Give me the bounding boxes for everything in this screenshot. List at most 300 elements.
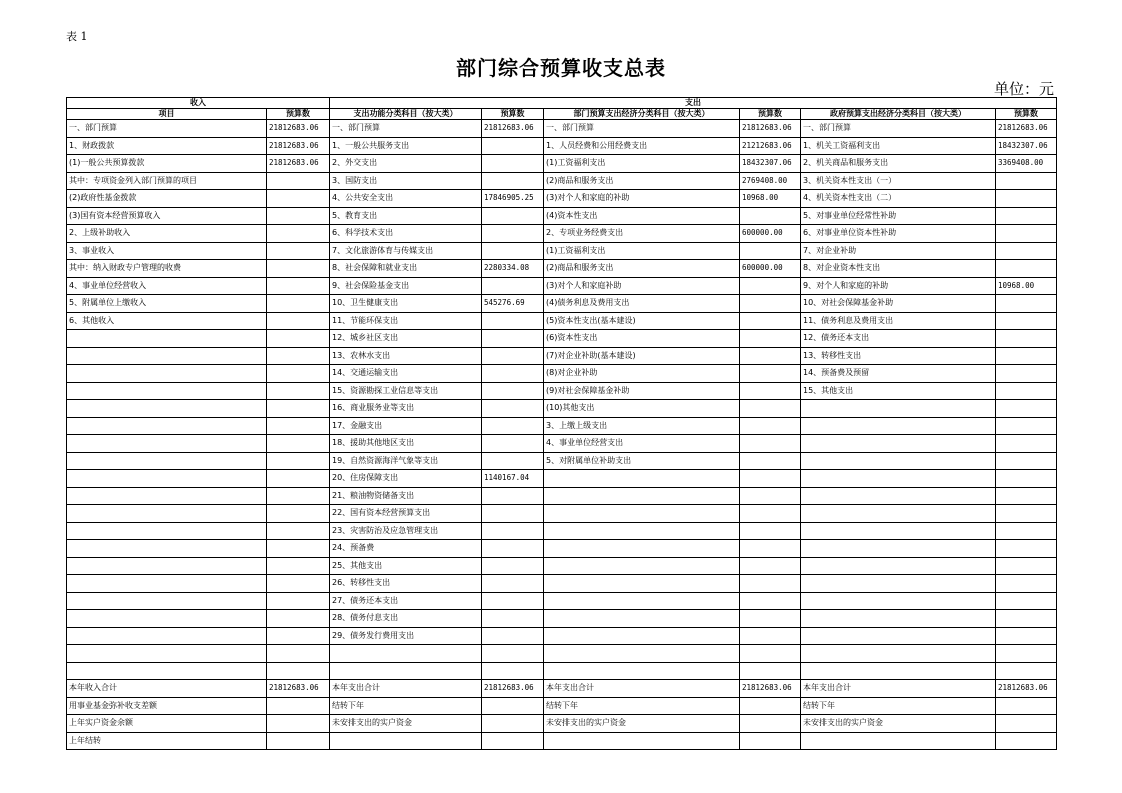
item-name-cell: 22、国有资本经营预算支出 — [330, 505, 482, 523]
column-header: 支出功能分类科目（按大类） — [330, 109, 482, 120]
budget-amount-cell — [740, 540, 801, 558]
budget-summary-table — [66, 97, 1057, 750]
budget-amount-cell — [996, 190, 1057, 208]
column-header: 政府预算支出经济分类科目（按大类） — [801, 109, 996, 120]
budget-amount-cell — [996, 522, 1057, 540]
budget-amount-cell — [996, 487, 1057, 505]
item-name-cell: (3)国有资本经营预算收入 — [67, 207, 267, 225]
table-row — [67, 522, 1057, 540]
budget-amount-cell: 21812683.06 — [740, 680, 801, 698]
budget-amount-cell: 2769408.00 — [740, 172, 801, 190]
budget-amount-cell — [482, 645, 544, 663]
item-name-cell — [544, 575, 740, 593]
item-name-cell: 5、对事业单位经常性补助 — [801, 207, 996, 225]
budget-amount-cell: 600000.00 — [740, 225, 801, 243]
budget-amount-cell: 545276.69 — [482, 295, 544, 313]
table-row — [67, 172, 1057, 190]
table-row — [67, 120, 1057, 138]
item-name-cell: 其中：专项资金列入部门预算的项目 — [67, 172, 267, 190]
budget-amount-cell — [267, 347, 330, 365]
item-name-cell — [67, 365, 267, 383]
budget-amount-cell — [996, 225, 1057, 243]
item-name-cell: 本年支出合计 — [801, 680, 996, 698]
item-name-cell: (2)商品和服务支出 — [544, 172, 740, 190]
table-row — [67, 242, 1057, 260]
item-name-cell — [544, 610, 740, 628]
item-name-cell — [67, 347, 267, 365]
item-name-cell — [67, 417, 267, 435]
table-row — [67, 540, 1057, 558]
item-name-cell — [67, 557, 267, 575]
budget-amount-cell — [482, 505, 544, 523]
budget-amount-cell — [267, 172, 330, 190]
income-section-header: 收入 — [67, 98, 330, 109]
item-name-cell: 26、转移性支出 — [330, 575, 482, 593]
item-name-cell: 13、农林水支出 — [330, 347, 482, 365]
budget-amount-cell — [267, 330, 330, 348]
budget-amount-cell — [740, 575, 801, 593]
item-name-cell — [330, 662, 482, 680]
item-name-cell: 14、预备费及预留 — [801, 365, 996, 383]
budget-amount-cell — [740, 715, 801, 733]
item-name-cell — [801, 540, 996, 558]
item-name-cell — [544, 470, 740, 488]
budget-amount-cell — [996, 662, 1057, 680]
budget-amount-cell — [996, 347, 1057, 365]
budget-amount-cell: 21812683.06 — [482, 680, 544, 698]
budget-amount-cell — [996, 627, 1057, 645]
item-name-cell: 19、自然资源海洋气象等支出 — [330, 452, 482, 470]
item-name-cell — [544, 732, 740, 750]
budget-amount-cell — [482, 592, 544, 610]
item-name-cell: 本年收入合计 — [67, 680, 267, 698]
budget-amount-cell — [267, 487, 330, 505]
column-header: 预算数 — [267, 109, 330, 120]
item-name-cell: 11、债务利息及费用支出 — [801, 312, 996, 330]
item-name-cell: 5、对附属单位补助支出 — [544, 452, 740, 470]
table-row — [67, 645, 1057, 663]
item-name-cell: 一、部门预算 — [67, 120, 267, 138]
budget-amount-cell — [267, 190, 330, 208]
item-name-cell: 结转下年 — [801, 697, 996, 715]
budget-amount-cell: 21812683.06 — [482, 120, 544, 138]
table-row — [67, 697, 1057, 715]
budget-amount-cell — [267, 697, 330, 715]
budget-amount-cell — [267, 505, 330, 523]
item-name-cell — [67, 452, 267, 470]
table-row — [67, 592, 1057, 610]
item-name-cell: 1、财政拨款 — [67, 137, 267, 155]
budget-amount-cell — [740, 557, 801, 575]
budget-amount-cell — [482, 662, 544, 680]
item-name-cell: 一、部门预算 — [544, 120, 740, 138]
budget-amount-cell — [482, 435, 544, 453]
item-name-cell: (5)资本性支出(基本建设) — [544, 312, 740, 330]
item-name-cell — [67, 382, 267, 400]
budget-amount-cell — [996, 505, 1057, 523]
column-header-row — [67, 109, 1057, 120]
item-name-cell: 7、对企业补助 — [801, 242, 996, 260]
item-name-cell: (8)对企业补助 — [544, 365, 740, 383]
budget-amount-cell: 2280334.08 — [482, 260, 544, 278]
budget-amount-cell — [740, 610, 801, 628]
budget-amount-cell — [996, 540, 1057, 558]
budget-amount-cell: 21812683.06 — [996, 120, 1057, 138]
item-name-cell — [544, 645, 740, 663]
budget-amount-cell: 17846905.25 — [482, 190, 544, 208]
item-name-cell — [544, 505, 740, 523]
budget-amount-cell — [482, 697, 544, 715]
item-name-cell — [801, 610, 996, 628]
item-name-cell — [801, 627, 996, 645]
table-row — [67, 295, 1057, 313]
budget-amount-cell — [482, 522, 544, 540]
table-row — [67, 260, 1057, 278]
item-name-cell: (10)其他支出 — [544, 400, 740, 418]
section-header-row — [67, 98, 1057, 109]
budget-amount-cell — [267, 452, 330, 470]
item-name-cell: (9)对社会保障基金补助 — [544, 382, 740, 400]
budget-amount-cell: 21812683.06 — [267, 120, 330, 138]
item-name-cell: 25、其他支出 — [330, 557, 482, 575]
budget-amount-cell — [740, 330, 801, 348]
budget-amount-cell: 21812683.06 — [740, 120, 801, 138]
column-header: 部门预算支出经济分类科目（按大类） — [544, 109, 740, 120]
item-name-cell: 一、部门预算 — [330, 120, 482, 138]
column-header: 预算数 — [740, 109, 801, 120]
table-row — [67, 452, 1057, 470]
budget-amount-cell — [482, 540, 544, 558]
item-name-cell: 1、一般公共服务支出 — [330, 137, 482, 155]
item-name-cell — [801, 575, 996, 593]
item-name-cell — [801, 645, 996, 663]
item-name-cell: 8、社会保障和就业支出 — [330, 260, 482, 278]
item-name-cell — [801, 505, 996, 523]
item-name-cell: 27、债务还本支出 — [330, 592, 482, 610]
budget-amount-cell — [740, 697, 801, 715]
budget-amount-cell: 21812683.06 — [267, 155, 330, 173]
item-name-cell — [544, 540, 740, 558]
budget-amount-cell — [996, 295, 1057, 313]
item-name-cell — [67, 575, 267, 593]
budget-amount-cell — [996, 645, 1057, 663]
item-name-cell — [801, 470, 996, 488]
table-row — [67, 487, 1057, 505]
budget-amount-cell — [482, 277, 544, 295]
item-name-cell: 3、上缴上级支出 — [544, 417, 740, 435]
budget-amount-cell — [267, 715, 330, 733]
table-row — [67, 312, 1057, 330]
budget-amount-cell: 21812683.06 — [267, 680, 330, 698]
budget-amount-cell — [740, 662, 801, 680]
item-name-cell: 11、节能环保支出 — [330, 312, 482, 330]
budget-amount-cell — [996, 610, 1057, 628]
item-name-cell — [67, 487, 267, 505]
budget-amount-cell — [996, 312, 1057, 330]
item-name-cell: 4、机关资本性支出（二） — [801, 190, 996, 208]
item-name-cell: (1)工资福利支出 — [544, 155, 740, 173]
budget-amount-cell — [740, 382, 801, 400]
item-name-cell: (1)一般公共预算拨款 — [67, 155, 267, 173]
column-header: 预算数 — [996, 109, 1057, 120]
table-row — [67, 225, 1057, 243]
item-name-cell: 5、附属单位上缴收入 — [67, 295, 267, 313]
budget-amount-cell — [267, 557, 330, 575]
budget-amount-cell — [482, 312, 544, 330]
budget-amount-cell: 18432307.06 — [740, 155, 801, 173]
item-name-cell: 结转下年 — [330, 697, 482, 715]
table-row — [67, 505, 1057, 523]
budget-amount-cell — [267, 610, 330, 628]
item-name-cell — [67, 470, 267, 488]
item-name-cell: 本年支出合计 — [330, 680, 482, 698]
table-row — [67, 155, 1057, 173]
item-name-cell — [801, 400, 996, 418]
budget-amount-cell — [267, 592, 330, 610]
item-name-cell: 8、对企业资本性支出 — [801, 260, 996, 278]
item-name-cell: 20、住房保障支出 — [330, 470, 482, 488]
table-row — [67, 382, 1057, 400]
table-row — [67, 557, 1057, 575]
budget-amount-cell — [740, 417, 801, 435]
budget-amount-cell — [482, 207, 544, 225]
budget-amount-cell — [740, 505, 801, 523]
budget-amount-cell — [267, 225, 330, 243]
item-name-cell: 一、部门预算 — [801, 120, 996, 138]
budget-amount-cell — [482, 452, 544, 470]
table-row — [67, 347, 1057, 365]
budget-amount-cell — [267, 540, 330, 558]
budget-amount-cell — [267, 365, 330, 383]
budget-amount-cell — [996, 435, 1057, 453]
item-name-cell — [330, 645, 482, 663]
item-name-cell — [67, 540, 267, 558]
item-name-cell — [544, 627, 740, 645]
item-name-cell — [544, 487, 740, 505]
item-name-cell: 9、对个人和家庭的补助 — [801, 277, 996, 295]
table-row — [67, 190, 1057, 208]
table-row — [67, 575, 1057, 593]
budget-amount-cell — [740, 295, 801, 313]
item-name-cell: 1、机关工资福利支出 — [801, 137, 996, 155]
table-row — [67, 330, 1057, 348]
budget-amount-cell — [267, 732, 330, 750]
budget-amount-cell — [482, 487, 544, 505]
budget-amount-cell — [996, 470, 1057, 488]
item-name-cell — [67, 400, 267, 418]
budget-amount-cell — [996, 557, 1057, 575]
budget-amount-cell — [482, 155, 544, 173]
table-number-label: 表 1 — [66, 30, 88, 43]
table-row — [67, 610, 1057, 628]
item-name-cell — [801, 435, 996, 453]
budget-amount-cell — [996, 452, 1057, 470]
budget-amount-cell — [740, 312, 801, 330]
item-name-cell: 15、资源勘探工业信息等支出 — [330, 382, 482, 400]
budget-amount-cell — [482, 365, 544, 383]
budget-amount-cell — [482, 732, 544, 750]
budget-amount-cell — [482, 400, 544, 418]
budget-amount-cell — [267, 575, 330, 593]
item-name-cell: 7、文化旅游体育与传媒支出 — [330, 242, 482, 260]
item-name-cell: 上年结转 — [67, 732, 267, 750]
item-name-cell: 未安排支出的实户资金 — [330, 715, 482, 733]
page-title: 部门综合预算收支总表 — [456, 56, 666, 80]
item-name-cell: 2、机关商品和服务支出 — [801, 155, 996, 173]
budget-amount-cell — [996, 330, 1057, 348]
budget-amount-cell — [267, 470, 330, 488]
item-name-cell: 未安排支出的实户资金 — [801, 715, 996, 733]
item-name-cell: 结转下年 — [544, 697, 740, 715]
item-name-cell: (4)债务利息及费用支出 — [544, 295, 740, 313]
budget-amount-cell: 600000.00 — [740, 260, 801, 278]
item-name-cell: 12、债务还本支出 — [801, 330, 996, 348]
budget-amount-cell — [996, 207, 1057, 225]
budget-amount-cell — [267, 382, 330, 400]
item-name-cell: 3、机关资本性支出（一） — [801, 172, 996, 190]
unit-label: 单位：元 — [993, 80, 1054, 98]
budget-amount-cell — [267, 522, 330, 540]
item-name-cell — [801, 522, 996, 540]
item-name-cell: 21、粮油物资储备支出 — [330, 487, 482, 505]
budget-amount-cell — [996, 382, 1057, 400]
table-row — [67, 400, 1057, 418]
budget-amount-cell — [740, 400, 801, 418]
budget-amount-cell — [740, 487, 801, 505]
item-name-cell: 6、其他收入 — [67, 312, 267, 330]
item-name-cell — [330, 732, 482, 750]
item-name-cell: 2、专项业务经费支出 — [544, 225, 740, 243]
item-name-cell: 1、人员经费和公用经费支出 — [544, 137, 740, 155]
item-name-cell: 其中：纳入财政专户管理的收费 — [67, 260, 267, 278]
budget-amount-cell — [482, 610, 544, 628]
budget-amount-cell — [267, 645, 330, 663]
budget-amount-cell — [996, 732, 1057, 750]
item-name-cell: 4、事业单位经营支出 — [544, 435, 740, 453]
item-name-cell: (1)工资福利支出 — [544, 242, 740, 260]
table-row — [67, 207, 1057, 225]
item-name-cell: 15、其他支出 — [801, 382, 996, 400]
item-name-cell: 本年支出合计 — [544, 680, 740, 698]
budget-amount-cell — [267, 207, 330, 225]
budget-amount-cell: 1140167.04 — [482, 470, 544, 488]
item-name-cell: 上年实户资金余额 — [67, 715, 267, 733]
item-name-cell — [801, 452, 996, 470]
budget-amount-cell — [740, 207, 801, 225]
item-name-cell: (7)对企业补助(基本建设) — [544, 347, 740, 365]
item-name-cell — [67, 522, 267, 540]
item-name-cell: 4、事业单位经营收入 — [67, 277, 267, 295]
column-header: 预算数 — [482, 109, 544, 120]
budget-amount-cell — [996, 697, 1057, 715]
item-name-cell: 5、教育支出 — [330, 207, 482, 225]
item-name-cell: 6、对事业单位资本性补助 — [801, 225, 996, 243]
item-name-cell: (3)对个人和家庭补助 — [544, 277, 740, 295]
budget-amount-cell — [267, 417, 330, 435]
budget-amount-cell — [482, 330, 544, 348]
budget-amount-cell — [267, 242, 330, 260]
budget-amount-cell: 21212683.06 — [740, 137, 801, 155]
item-name-cell: 13、转移性支出 — [801, 347, 996, 365]
table-row — [67, 137, 1057, 155]
table-row — [67, 277, 1057, 295]
table-row — [67, 470, 1057, 488]
item-name-cell — [544, 662, 740, 680]
budget-amount-cell — [740, 435, 801, 453]
item-name-cell: 4、公共安全支出 — [330, 190, 482, 208]
budget-amount-cell: 21812683.06 — [267, 137, 330, 155]
item-name-cell — [67, 662, 267, 680]
budget-amount-cell — [482, 242, 544, 260]
table-row — [67, 365, 1057, 383]
table-row — [67, 715, 1057, 733]
budget-amount-cell — [740, 242, 801, 260]
budget-amount-cell — [740, 365, 801, 383]
budget-amount-cell — [267, 277, 330, 295]
budget-amount-cell — [267, 435, 330, 453]
item-name-cell — [801, 592, 996, 610]
budget-amount-cell — [740, 347, 801, 365]
item-name-cell: 3、国防支出 — [330, 172, 482, 190]
item-name-cell — [801, 732, 996, 750]
budget-amount-cell — [267, 662, 330, 680]
table-row — [67, 732, 1057, 750]
expense-section-header: 支出 — [330, 98, 1057, 109]
table-row — [67, 435, 1057, 453]
item-name-cell: 23、灾害防治及应急管理支出 — [330, 522, 482, 540]
budget-amount-cell — [267, 312, 330, 330]
budget-amount-cell — [267, 295, 330, 313]
item-name-cell: 12、城乡社区支出 — [330, 330, 482, 348]
budget-amount-cell — [996, 365, 1057, 383]
budget-amount-cell — [996, 400, 1057, 418]
budget-amount-cell: 10968.00 — [996, 277, 1057, 295]
item-name-cell: 10、卫生健康支出 — [330, 295, 482, 313]
budget-amount-cell: 10968.00 — [740, 190, 801, 208]
budget-amount-cell — [482, 382, 544, 400]
budget-amount-cell — [482, 225, 544, 243]
item-name-cell: (6)资本性支出 — [544, 330, 740, 348]
budget-amount-cell — [482, 172, 544, 190]
budget-amount-cell — [740, 627, 801, 645]
item-name-cell — [544, 557, 740, 575]
item-name-cell — [544, 522, 740, 540]
item-name-cell — [801, 662, 996, 680]
budget-amount-cell — [996, 260, 1057, 278]
table-row — [67, 627, 1057, 645]
table-body — [67, 98, 1057, 750]
item-name-cell — [801, 557, 996, 575]
item-name-cell: 2、上级补助收入 — [67, 225, 267, 243]
budget-amount-cell — [482, 715, 544, 733]
budget-amount-cell — [740, 452, 801, 470]
item-name-cell — [801, 487, 996, 505]
budget-amount-cell — [267, 260, 330, 278]
budget-amount-cell — [740, 645, 801, 663]
item-name-cell — [801, 417, 996, 435]
item-name-cell — [67, 610, 267, 628]
budget-amount-cell — [996, 417, 1057, 435]
budget-amount-cell — [482, 627, 544, 645]
budget-amount-cell — [267, 400, 330, 418]
budget-amount-cell — [996, 242, 1057, 260]
item-name-cell: (4)资本性支出 — [544, 207, 740, 225]
budget-amount-cell — [996, 172, 1057, 190]
item-name-cell — [67, 505, 267, 523]
item-name-cell: 3、事业收入 — [67, 242, 267, 260]
column-header: 项目 — [67, 109, 267, 120]
budget-amount-cell: 3369408.00 — [996, 155, 1057, 173]
